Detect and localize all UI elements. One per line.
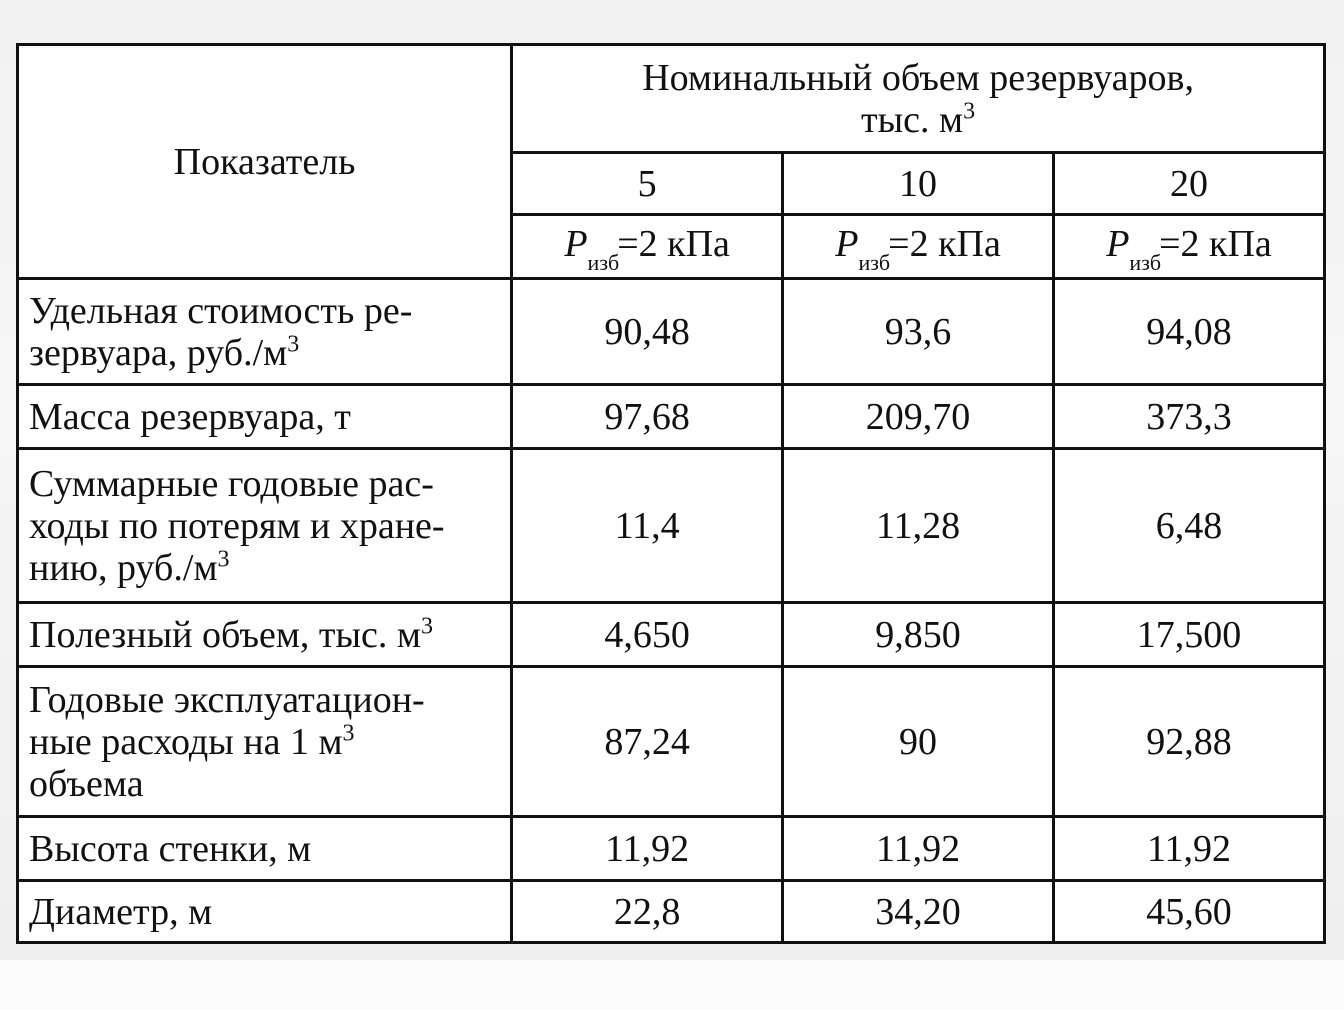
- row-label-line: зервуара, руб./м: [29, 331, 288, 374]
- row-label: [18, 449, 512, 603]
- row-label-exp: 3: [217, 545, 230, 572]
- row-label-exp: 3: [342, 719, 355, 746]
- cell-value: 97,68: [512, 385, 783, 449]
- cell-value: 209,70: [783, 385, 1054, 449]
- nominal-volume-header: [512, 45, 1325, 153]
- reservoir-parameters-table: [16, 43, 1326, 944]
- row-label: [18, 279, 512, 385]
- cell-value: 92,88: [1054, 667, 1325, 817]
- cell-value: 373,3: [1054, 385, 1325, 449]
- row-label-line: Масса резервуара, т: [29, 395, 351, 438]
- pressure-header-20: [1054, 215, 1325, 279]
- row-label-line: нию, руб./м: [29, 546, 218, 589]
- table-row-annual-losses: [18, 449, 1325, 603]
- table-row-mass: [18, 385, 1325, 449]
- nominal-volume-header-exp: 3: [963, 97, 976, 124]
- row-label: [18, 881, 512, 943]
- row-label-line: объема: [29, 762, 144, 805]
- pressure-subscript: изб: [587, 250, 620, 275]
- row-label: [18, 385, 512, 449]
- volume-header-10: 10: [783, 153, 1054, 215]
- pressure-header-10: [783, 215, 1054, 279]
- pressure-value: =2 кПа: [617, 223, 730, 265]
- row-label: [18, 667, 512, 817]
- pressure-subscript: изб: [858, 250, 891, 275]
- row-label-line: Годовые эксплуатацион-: [29, 678, 425, 721]
- pressure-header-5: [512, 215, 783, 279]
- pressure-symbol: P: [835, 223, 859, 265]
- table-row-diameter: [18, 881, 1325, 943]
- cell-value: 11,92: [512, 817, 783, 881]
- row-label: [18, 817, 512, 881]
- cell-value: 94,08: [1054, 279, 1325, 385]
- cell-value: 90,48: [512, 279, 783, 385]
- cell-value: 11,92: [1054, 817, 1325, 881]
- row-label-line: Диаметр, м: [29, 890, 213, 933]
- nominal-volume-header-line2: тыс. м: [861, 98, 964, 141]
- table-row-operating-costs: [18, 667, 1325, 817]
- row-label-line: ходы по потерям и хране-: [29, 504, 445, 547]
- nominal-volume-header-line1: Номинальный объем резервуаров,: [642, 56, 1194, 99]
- cell-value: 22,8: [512, 881, 783, 943]
- volume-header-20: 20: [1054, 153, 1325, 215]
- cell-value: 45,60: [1054, 881, 1325, 943]
- row-label-line: Удельная стоимость ре-: [29, 289, 413, 332]
- pressure-value: =2 кПа: [1159, 223, 1272, 265]
- cell-value: 90: [783, 667, 1054, 817]
- row-label: [18, 603, 512, 667]
- row-label-exp: 3: [420, 612, 433, 639]
- header-row-group: [18, 45, 1325, 153]
- table-row-useful-volume: [18, 603, 1325, 667]
- cell-value: 17,500: [1054, 603, 1325, 667]
- row-label-line: Суммарные годовые рас-: [29, 462, 434, 505]
- cell-value: 11,28: [783, 449, 1054, 603]
- indicator-header: [18, 45, 512, 279]
- cell-value: 93,6: [783, 279, 1054, 385]
- volume-header-5: 5: [512, 153, 783, 215]
- pressure-symbol: P: [1106, 223, 1130, 265]
- cell-value: 87,24: [512, 667, 783, 817]
- cell-value: 11,92: [783, 817, 1054, 881]
- cell-value: 34,20: [783, 881, 1054, 943]
- pressure-value: =2 кПа: [888, 223, 1001, 265]
- cell-value: 9,850: [783, 603, 1054, 667]
- cell-value: 6,48: [1054, 449, 1325, 603]
- row-label-line: Полезный объем, тыс. м: [29, 613, 421, 656]
- cell-value: 11,4: [512, 449, 783, 603]
- row-label-line: ные расходы на 1 м: [29, 720, 343, 763]
- row-label-exp: 3: [287, 330, 300, 357]
- table-row-unit-cost: [18, 279, 1325, 385]
- row-label-line: Высота стенки, м: [29, 827, 312, 870]
- pressure-subscript: изб: [1129, 250, 1162, 275]
- cell-value: 4,650: [512, 603, 783, 667]
- scan-margin: [0, 960, 1344, 1010]
- pressure-symbol: P: [564, 223, 588, 265]
- indicator-header-text: Показатель: [173, 140, 356, 183]
- table-row-wall-height: [18, 817, 1325, 881]
